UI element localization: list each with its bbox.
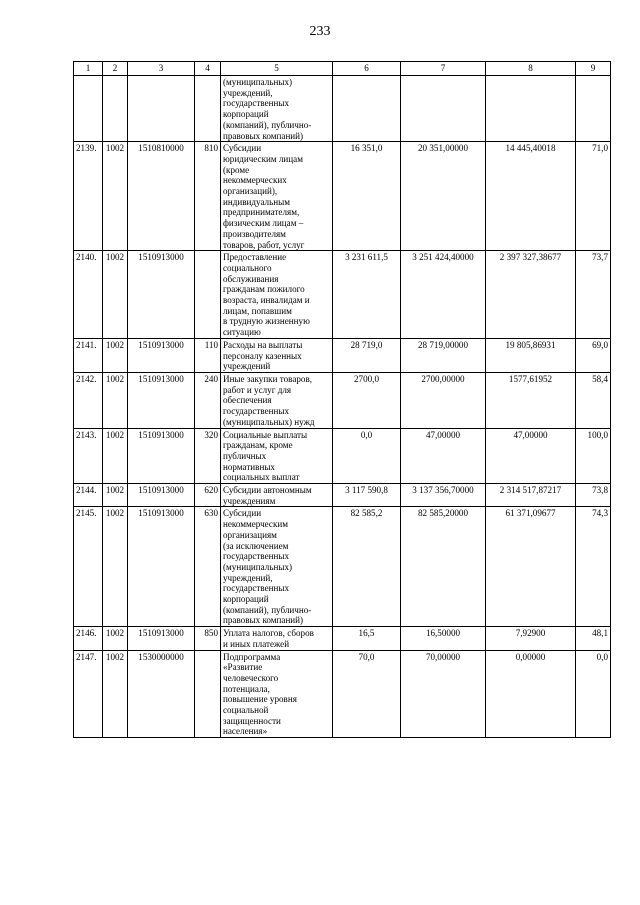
row-number-cell: 2139. xyxy=(74,142,103,251)
target-article-cell: 1510810000 xyxy=(128,142,195,251)
expense-type-cell: 810 xyxy=(195,142,221,251)
section-code-cell: 1002 xyxy=(103,484,128,507)
section-code-cell: 1002 xyxy=(103,372,128,428)
refined-amount-cell: 82 585,20000 xyxy=(401,507,486,627)
approved-amount-cell: 3 231 611,5 xyxy=(333,251,401,339)
page-number: 233 xyxy=(309,24,331,39)
expense-type-cell xyxy=(195,251,221,339)
item-name-cell: Субсидии некоммерческим организациям (за исключением государственных (муниципальных) учреждений, государственных корпораций (компаний), публично- правовых компаний) xyxy=(221,507,333,627)
section-code-cell: 1002 xyxy=(103,251,128,339)
column-header: 8 xyxy=(486,62,576,76)
item-name-cell: Предоставление социального обслуживания гражданам пожилого возраста, инвалидам и лицам, попавшим в трудную жизненную ситуацию xyxy=(221,251,333,339)
executed-amount-cell: 19 805,86931 xyxy=(486,338,576,372)
executed-amount-cell: 2 397 327,38677 xyxy=(486,251,576,339)
section-code-cell: 1002 xyxy=(103,627,128,650)
section-code-cell: 1002 xyxy=(103,428,128,484)
expense-type-cell: 240 xyxy=(195,372,221,428)
table-row xyxy=(74,627,611,650)
execution-percent-cell: 58,4 xyxy=(576,372,611,428)
table-row xyxy=(74,650,611,738)
execution-percent-cell: 48,1 xyxy=(576,627,611,650)
table-row xyxy=(74,251,611,339)
item-name-cell: Социальные выплаты гражданам, кроме публичных нормативных социальных выплат xyxy=(221,428,333,484)
execution-percent-cell: 73,7 xyxy=(576,251,611,339)
section-code-cell: 1002 xyxy=(103,338,128,372)
approved-amount-cell: 3 117 590,8 xyxy=(333,484,401,507)
execution-percent-cell: 74,3 xyxy=(576,507,611,627)
table-row xyxy=(74,372,611,428)
continuation-row xyxy=(74,76,611,142)
row-number-cell: 2140. xyxy=(74,251,103,339)
refined-amount-cell: 28 719,00000 xyxy=(401,338,486,372)
execution-percent-cell: 73,8 xyxy=(576,484,611,507)
executed-amount-cell: 1577,61952 xyxy=(486,372,576,428)
item-name-cell: Субсидии автономным учреждениям xyxy=(221,484,333,507)
column-header: 2 xyxy=(103,62,128,76)
target-article-cell: 1510913000 xyxy=(128,428,195,484)
approved-amount-cell: 2700,0 xyxy=(333,372,401,428)
refined-amount-cell: 16,50000 xyxy=(401,627,486,650)
row-number-cell: 2141. xyxy=(74,338,103,372)
row-number-cell: 2145. xyxy=(74,507,103,627)
target-article-cell: 1510913000 xyxy=(128,372,195,428)
executed-amount-cell: 61 371,09677 xyxy=(486,507,576,627)
refined-amount-cell: 3 137 356,70000 xyxy=(401,484,486,507)
budget-table xyxy=(73,61,611,738)
execution-percent-cell: 71,0 xyxy=(576,142,611,251)
target-article-cell: 1510913000 xyxy=(128,338,195,372)
execution-percent-cell: 69,0 xyxy=(576,338,611,372)
section-code-cell: 1002 xyxy=(103,650,128,738)
item-name-cell: Субсидии юридическим лицам (кроме некоммерческих организаций), индивидуальным предпринимателям, физическим лицам – производителям товаров, работ, услуг xyxy=(221,142,333,251)
item-name-cell: Иные закупки товаров, работ и услуг для обеспечения государственных (муниципальных) нужд xyxy=(221,372,333,428)
approved-amount-cell: 0,0 xyxy=(333,428,401,484)
row-number-cell: 2146. xyxy=(74,627,103,650)
expense-type-cell: 320 xyxy=(195,428,221,484)
approved-amount-cell: 28 719,0 xyxy=(333,338,401,372)
column-header: 7 xyxy=(401,62,486,76)
item-name-cell: Уплата налогов, сборов и иных платежей xyxy=(221,627,333,650)
target-article-cell: 1530000000 xyxy=(128,650,195,738)
table-row xyxy=(74,507,611,627)
executed-amount-cell: 2 314 517,87217 xyxy=(486,484,576,507)
row-number-cell: 2147. xyxy=(74,650,103,738)
continuation-cell: (муниципальных) учреждений, государственных корпораций (компаний), публично- правовых компаний) xyxy=(221,76,333,142)
section-code-cell: 1002 xyxy=(103,142,128,251)
target-article-cell: 1510913000 xyxy=(128,507,195,627)
expense-type-cell: 620 xyxy=(195,484,221,507)
refined-amount-cell: 3 251 424,40000 xyxy=(401,251,486,339)
execution-percent-cell: 100,0 xyxy=(576,428,611,484)
column-header: 6 xyxy=(333,62,401,76)
column-header: 5 xyxy=(221,62,333,76)
column-header: 1 xyxy=(74,62,103,76)
refined-amount-cell: 2700,00000 xyxy=(401,372,486,428)
item-name-cell: Расходы на выплаты персоналу казенных учреждений xyxy=(221,338,333,372)
table-row xyxy=(74,484,611,507)
column-header: 3 xyxy=(128,62,195,76)
row-number-cell: 2142. xyxy=(74,372,103,428)
approved-amount-cell: 70,0 xyxy=(333,650,401,738)
execution-percent-cell: 0,0 xyxy=(576,650,611,738)
expense-type-cell: 850 xyxy=(195,627,221,650)
refined-amount-cell: 47,00000 xyxy=(401,428,486,484)
column-number-row xyxy=(74,62,611,76)
expense-type-cell xyxy=(195,650,221,738)
item-name-cell: Подпрограмма «Развитие человеческого потенциала, повышение уровня социальной защищенности населения» xyxy=(221,650,333,738)
table-row xyxy=(74,142,611,251)
section-code-cell: 1002 xyxy=(103,507,128,627)
executed-amount-cell: 47,00000 xyxy=(486,428,576,484)
row-number-cell: 2144. xyxy=(74,484,103,507)
table-row xyxy=(74,428,611,484)
expense-type-cell: 110 xyxy=(195,338,221,372)
refined-amount-cell: 70,00000 xyxy=(401,650,486,738)
expense-type-cell: 630 xyxy=(195,507,221,627)
column-header: 9 xyxy=(576,62,611,76)
target-article-cell: 1510913000 xyxy=(128,251,195,339)
approved-amount-cell: 82 585,2 xyxy=(333,507,401,627)
refined-amount-cell: 20 351,00000 xyxy=(401,142,486,251)
target-article-cell: 1510913000 xyxy=(128,627,195,650)
executed-amount-cell: 7,92900 xyxy=(486,627,576,650)
table-row xyxy=(74,338,611,372)
target-article-cell: 1510913000 xyxy=(128,484,195,507)
approved-amount-cell: 16,5 xyxy=(333,627,401,650)
approved-amount-cell: 16 351,0 xyxy=(333,142,401,251)
row-number-cell: 2143. xyxy=(74,428,103,484)
executed-amount-cell: 0,00000 xyxy=(486,650,576,738)
executed-amount-cell: 14 445,40018 xyxy=(486,142,576,251)
column-header: 4 xyxy=(195,62,221,76)
